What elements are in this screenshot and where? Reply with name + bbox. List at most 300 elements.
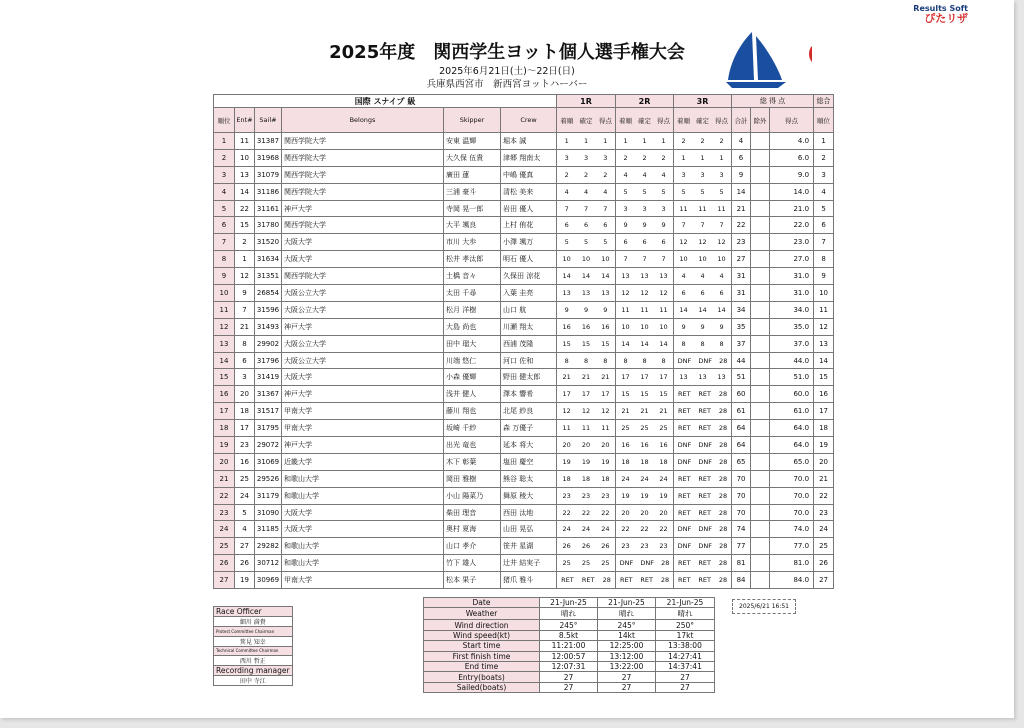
race-1-cell (557, 234, 616, 251)
sail-cell: 31634 (255, 251, 282, 268)
race-2-cell (616, 318, 674, 335)
table-row (214, 572, 834, 589)
race-points: 13 (659, 272, 668, 281)
condition-value: 27 (598, 672, 656, 682)
race-3-values (674, 205, 731, 213)
score-cell: 70.0 (770, 504, 814, 521)
score-cell: 77.0 (770, 538, 814, 555)
race-finish: 23 (621, 542, 630, 551)
race-3-cell (674, 285, 732, 302)
race-2-values (616, 306, 673, 314)
race-officer-label: Race Officer (214, 607, 293, 617)
excluded-cell (751, 538, 770, 555)
race-1-values (557, 340, 615, 348)
race-confirmed: DNF (698, 525, 712, 534)
race-1-values (557, 154, 615, 162)
race-3-cell (674, 268, 732, 285)
race-points: 4 (603, 187, 608, 196)
overall-rank-cell: 12 (814, 318, 834, 335)
race-2-cell (616, 133, 674, 150)
race-2-cell (616, 166, 674, 183)
crew-cell: 中嶋 優真 (501, 166, 557, 183)
race-finish: 7 (564, 204, 569, 213)
race-points: 24 (601, 525, 610, 534)
race-points: 3 (661, 204, 666, 213)
ent-cell: 9 (235, 285, 255, 302)
race-1-cell (557, 521, 616, 538)
ent-cell: 17 (235, 420, 255, 437)
race-finish: 18 (562, 474, 571, 483)
protest-chair-name: 箕見 知幸 (214, 636, 293, 646)
condition-label: Date (424, 598, 540, 608)
race-finish: 2 (564, 170, 569, 179)
race-3-values (674, 407, 731, 415)
race-finish: 9 (681, 322, 686, 331)
score-cell: 70.0 (770, 470, 814, 487)
score-cell: 27.0 (770, 251, 814, 268)
condition-value: 27 (656, 682, 715, 692)
race-1-cell (557, 183, 616, 200)
col-overall-rank: 順位 (814, 108, 834, 133)
race-finish: 10 (679, 255, 688, 264)
crew-cell: 熊谷 聡太 (501, 470, 557, 487)
race-1-cell (557, 572, 616, 589)
sail-cell: 31069 (255, 453, 282, 470)
rank-cell: 13 (214, 335, 235, 352)
score-cell: 51.0 (770, 369, 814, 386)
race-finish: 13 (621, 272, 630, 281)
table-row (214, 403, 834, 420)
race-2-cell (616, 420, 674, 437)
excluded-cell (751, 133, 770, 150)
race-confirmed: 25 (640, 424, 649, 433)
condition-label: Wind direction (424, 620, 540, 630)
table-row (214, 420, 834, 437)
belongs-cell: 甲南大学 (282, 572, 444, 589)
race-1-values (557, 357, 615, 365)
ent-cell: 11 (235, 133, 255, 150)
sail-cell: 29526 (255, 470, 282, 487)
ent-cell: 26 (235, 555, 255, 572)
belongs-cell: 和歌山大学 (282, 555, 444, 572)
crew-cell: 津郷 翔南太 (501, 149, 557, 166)
crew-cell: 川瀬 翔太 (501, 318, 557, 335)
race-2-values (616, 458, 673, 466)
condition-value: 12:07:31 (540, 661, 598, 671)
race-1-cell (557, 555, 616, 572)
sub-points: 得点 (657, 116, 671, 125)
race-3-values (674, 137, 731, 145)
skipper-cell: 浅井 健人 (444, 386, 501, 403)
table-row (214, 133, 834, 150)
skipper-cell: 川端 悠仁 (444, 352, 501, 369)
race-finish: 3 (681, 170, 686, 179)
condition-label: Wind speed(kt) (424, 630, 540, 640)
race-3-values (674, 357, 731, 365)
table-row (214, 369, 834, 386)
sail-cell: 31795 (255, 420, 282, 437)
race-points: 28 (718, 559, 728, 568)
col-race-2-sub (616, 108, 674, 133)
race-confirmed: DNF (698, 440, 712, 449)
race-3-values (674, 306, 731, 314)
race-finish: 12 (562, 407, 571, 416)
rank-cell: 25 (214, 538, 235, 555)
race-confirmed: 6 (583, 221, 589, 230)
race-2-cell (616, 521, 674, 538)
race-confirmed: RET (698, 407, 711, 416)
score-cell: 31.0 (770, 285, 814, 302)
race-2-cell (616, 504, 674, 521)
condition-value: 晴れ (656, 608, 715, 620)
sail-cell: 31079 (255, 166, 282, 183)
condition-row (424, 620, 715, 630)
race-finish: 9 (564, 305, 569, 314)
race-confirmed: 15 (640, 390, 649, 399)
total-cell: 61 (732, 403, 751, 420)
race-confirmed: RET (698, 424, 711, 433)
race-1-values (557, 559, 615, 567)
race-2-cell (616, 149, 674, 166)
race-3-values (674, 188, 731, 196)
race-confirmed: 8 (583, 356, 589, 365)
total-cell: 21 (732, 200, 751, 217)
race-finish: 19 (562, 457, 571, 466)
race-3-cell (674, 234, 732, 251)
crew-cell: 小澤 颯万 (501, 234, 557, 251)
sail-cell: 31419 (255, 369, 282, 386)
race-finish: 11 (562, 424, 571, 433)
race-confirmed: 21 (640, 407, 649, 416)
race-points: 12 (601, 407, 610, 416)
race-confirmed: 1 (642, 136, 647, 145)
race-1-cell (557, 403, 616, 420)
excluded-cell (751, 504, 770, 521)
sail-cell: 30969 (255, 572, 282, 589)
race-confirmed: 23 (581, 491, 591, 500)
race-confirmed: RET (581, 576, 595, 585)
ent-cell: 4 (235, 521, 255, 538)
race-confirmed: 12 (698, 238, 707, 247)
condition-value: 14kt (598, 630, 656, 640)
race-points: 28 (719, 525, 728, 534)
race-1-values (557, 238, 615, 246)
skipper-cell: 市川 大歩 (444, 234, 501, 251)
protest-chair-label: Protest Committee Chairman (214, 627, 293, 637)
race-1-values (557, 492, 615, 500)
race-points: 16 (601, 322, 610, 331)
race-confirmed: 26 (581, 542, 591, 551)
race-3-values (674, 475, 731, 483)
condition-label: End time (424, 661, 540, 671)
results-soft-logo (913, 4, 968, 25)
race-1-values (557, 255, 615, 263)
total-cell: 35 (732, 318, 751, 335)
table-row (214, 183, 834, 200)
race-3-values (674, 458, 731, 466)
total-cell: 70 (732, 470, 751, 487)
race-3-cell (674, 251, 732, 268)
ent-cell: 24 (235, 487, 255, 504)
race-points: 28 (718, 508, 728, 517)
condition-row (424, 682, 715, 692)
race-finish: RET (677, 407, 691, 416)
race-points: 23 (601, 491, 610, 500)
skipper-cell: 土橋 音々 (444, 268, 501, 285)
table-row (214, 301, 834, 318)
race-confirmed: 21 (581, 373, 591, 382)
race-confirmed: 19 (581, 457, 591, 466)
race-confirmed: 25 (581, 559, 591, 568)
overall-rank-cell: 2 (814, 149, 834, 166)
ent-cell: 1 (235, 251, 255, 268)
ent-cell: 16 (235, 453, 255, 470)
race-points: 23 (659, 542, 668, 551)
race-confirmed: 19 (640, 491, 649, 500)
race-3-cell (674, 183, 732, 200)
race-2-values (616, 188, 673, 196)
race-2-values (616, 171, 673, 179)
race-finish: 17 (621, 373, 630, 382)
race-points: 17 (601, 390, 610, 399)
race-finish: 22 (621, 525, 630, 534)
condition-value: 27 (656, 672, 715, 682)
race-confirmed: 5 (583, 238, 589, 247)
race-confirmed: DNF (698, 356, 712, 365)
race-finish: 9 (623, 221, 628, 230)
condition-row (424, 661, 715, 671)
belongs-cell: 大阪大学 (282, 251, 444, 268)
race-1-cell (557, 251, 616, 268)
race-3-cell (674, 386, 732, 403)
table-row (214, 149, 834, 166)
race-2-cell (616, 183, 674, 200)
total-cell: 70 (732, 504, 751, 521)
skipper-cell: 小森 優輝 (444, 369, 501, 386)
race-confirmed: 9 (642, 221, 647, 230)
race-3-values (674, 238, 731, 246)
race-2-cell (616, 437, 674, 454)
excluded-cell (751, 285, 770, 302)
race-points: 28 (719, 457, 728, 466)
score-cell: 23.0 (770, 234, 814, 251)
belongs-cell: 大阪公立大学 (282, 352, 444, 369)
crew-cell: 森 万優子 (501, 420, 557, 437)
excluded-cell (751, 251, 770, 268)
ent-cell: 14 (235, 183, 255, 200)
race-finish: 13 (562, 288, 571, 297)
score-cell: 31.0 (770, 268, 814, 285)
race-confirmed: 16 (640, 440, 649, 449)
race-3-cell (674, 217, 732, 234)
excluded-cell (751, 234, 770, 251)
race-1-values (557, 221, 615, 229)
race-finish: 8 (681, 339, 686, 348)
sail-cell: 31596 (255, 301, 282, 318)
race-1-cell (557, 200, 616, 217)
score-cell: 70.0 (770, 487, 814, 504)
race-points: 28 (602, 576, 611, 585)
rank-cell: 2 (214, 149, 235, 166)
belongs-cell: 大阪大学 (282, 521, 444, 538)
race-points: 10 (659, 322, 668, 331)
race-points: 10 (717, 255, 726, 264)
total-score-header: 総 得 点 (732, 95, 814, 108)
race-finish: DNF (677, 440, 692, 449)
race-1-cell (557, 318, 616, 335)
race-points: 1 (603, 136, 608, 145)
race-finish: 16 (621, 440, 630, 449)
total-cell: 84 (732, 572, 751, 589)
race-finish: 15 (562, 339, 571, 348)
race-finish: 20 (621, 508, 630, 517)
race-confirmed: RET (698, 390, 711, 399)
race-confirmed: 8 (700, 339, 705, 348)
race-finish: 16 (562, 322, 571, 331)
skipper-cell: 三浦 豪斗 (444, 183, 501, 200)
race-points: 19 (601, 457, 610, 466)
skipper-cell: 岡田 雅樹 (444, 470, 501, 487)
crew-cell: 舞原 稜大 (501, 487, 557, 504)
race-confirmed: 11 (581, 424, 591, 433)
table-row (214, 217, 834, 234)
race-2-cell (616, 369, 674, 386)
skipper-cell: 松月 洋樹 (444, 301, 501, 318)
race-confirmed: 18 (640, 457, 649, 466)
sub-finish: 着順 (677, 116, 691, 125)
sub-finish: 着順 (560, 116, 574, 125)
overall-rank-cell: 10 (814, 285, 834, 302)
race-points: 28 (718, 407, 728, 416)
condition-row (424, 598, 715, 608)
race-confirmed: 4 (642, 170, 647, 179)
condition-value: 13:12:00 (598, 651, 656, 661)
crew-cell: 河口 佐和 (501, 352, 557, 369)
race-1-values (557, 576, 615, 584)
race-points: 7 (719, 221, 724, 230)
race-confirmed: 11 (698, 204, 707, 213)
total-cell: 14 (732, 183, 751, 200)
skipper-cell: 柴田 理音 (444, 504, 501, 521)
race-points: 6 (661, 238, 666, 247)
condition-value: 21-Jun-25 (598, 598, 656, 608)
sub-confirmed: 確定 (638, 116, 652, 125)
belongs-cell: 関西学院大学 (282, 268, 444, 285)
sail-cell: 31968 (255, 149, 282, 166)
race-points: 28 (719, 440, 728, 449)
race-1-cell (557, 386, 616, 403)
table-row (214, 251, 834, 268)
race-confirmed: 13 (698, 373, 707, 382)
total-cell: 31 (732, 268, 751, 285)
sail-cell: 31185 (255, 521, 282, 538)
race-confirmed: 10 (640, 322, 649, 331)
overall-rank-cell: 11 (814, 301, 834, 318)
race-points: 8 (661, 356, 666, 365)
page-title: 2025年度 関西学生ヨット個人選手権大会 (329, 42, 685, 63)
race-3-cell (674, 166, 732, 183)
rank-cell: 22 (214, 487, 235, 504)
condition-row (424, 672, 715, 682)
race-2-values (616, 357, 673, 365)
overall-rank-cell: 13 (814, 335, 834, 352)
table-row (214, 487, 834, 504)
race-2-values (616, 441, 673, 449)
race-finish: 6 (564, 221, 569, 230)
belongs-cell: 神戸大学 (282, 437, 444, 454)
race-1-values (557, 475, 615, 483)
race-2-header: 2R (616, 95, 674, 108)
total-cell: 74 (732, 521, 751, 538)
race-finish: 25 (562, 559, 571, 568)
race-1-values (557, 171, 615, 179)
col-race-3-sub (674, 108, 732, 133)
belongs-cell: 甲南大学 (282, 420, 444, 437)
ent-cell: 21 (235, 318, 255, 335)
race-points: 14 (659, 339, 668, 348)
condition-value: 21-Jun-25 (656, 598, 715, 608)
overall-rank-cell: 24 (814, 521, 834, 538)
race-points: 18 (659, 457, 668, 466)
race-finish: 21 (621, 407, 630, 416)
race-3-cell (674, 572, 732, 589)
race-3-values (674, 323, 731, 331)
race-points: 11 (659, 305, 668, 314)
belongs-cell: 関西学院大学 (282, 183, 444, 200)
results-table (213, 94, 834, 589)
race-finish: 8 (623, 356, 628, 365)
race-points: 21 (659, 407, 668, 416)
table-row (214, 555, 834, 572)
race-confirmed: 2 (700, 136, 705, 145)
race-points: 8 (603, 356, 608, 365)
ent-cell: 6 (235, 352, 255, 369)
race-2-cell (616, 470, 674, 487)
condition-label: Sailed(boats) (424, 682, 540, 692)
overall-rank-cell: 21 (814, 470, 834, 487)
race-3-values (674, 272, 731, 280)
race-finish: 4 (564, 187, 569, 196)
race-3-values (674, 154, 731, 162)
excluded-cell (751, 521, 770, 538)
race-1-cell (557, 453, 616, 470)
race-confirmed: 12 (640, 288, 649, 297)
overall-rank-cell: 4 (814, 183, 834, 200)
race-points: 24 (659, 474, 668, 483)
race-2-values (616, 492, 673, 500)
race-confirmed: 3 (642, 204, 647, 213)
race-confirmed: 13 (640, 272, 649, 281)
race-finish: 10 (562, 255, 571, 264)
race-finish: RET (619, 576, 633, 585)
ent-cell: 12 (235, 268, 255, 285)
race-finish: 1 (564, 136, 569, 145)
table-row (214, 285, 834, 302)
race-finish: 19 (621, 491, 630, 500)
crew-cell: 澤本 響希 (501, 386, 557, 403)
race-2-values (616, 424, 673, 432)
recording-manager-label: Recording manager (214, 666, 293, 676)
race-points: 11 (717, 204, 726, 213)
skipper-cell: 安東 温輝 (444, 133, 501, 150)
rank-cell: 9 (214, 268, 235, 285)
condition-label: First finish time (424, 651, 540, 661)
race-confirmed: RET (698, 576, 711, 585)
col-race-1-sub (557, 108, 616, 133)
race-confirmed: 13 (581, 288, 591, 297)
excluded-cell (751, 268, 770, 285)
race-finish: 11 (679, 204, 688, 213)
